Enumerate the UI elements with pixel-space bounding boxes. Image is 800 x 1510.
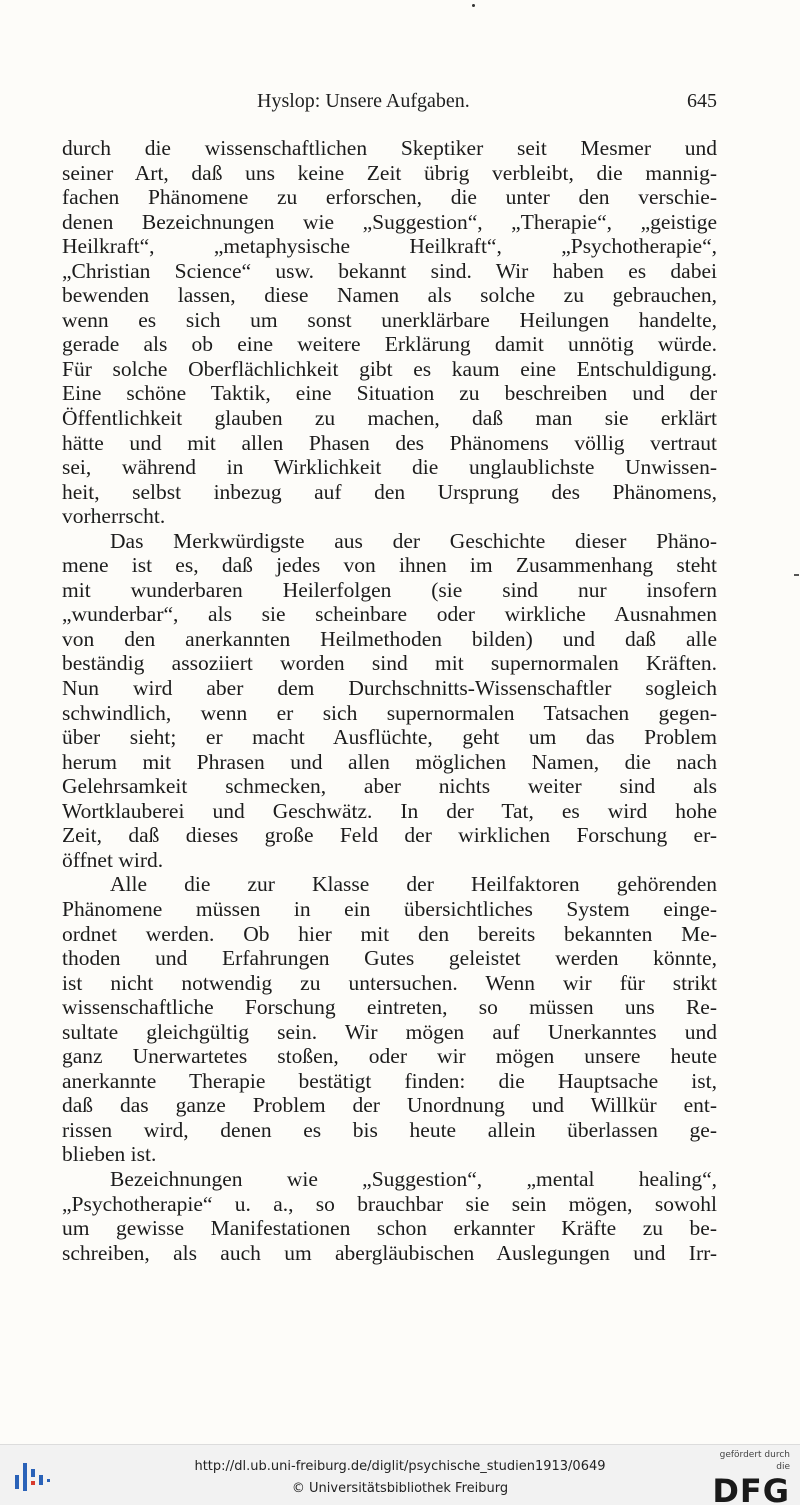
text-line: ordnet werden. Ob hier mit den bereits bekannten Me- bbox=[62, 921, 717, 946]
text-line: schwindlich, wenn er sich supernormalen Tatsachen gegen- bbox=[62, 700, 717, 725]
text-line: um gewisse Manifestationen schon erkannter Kräfte zu be- bbox=[62, 1216, 717, 1241]
text-line: Für solche Oberflächlichkeit gibt es kaum eine Entschuldigung. bbox=[62, 356, 717, 381]
text-line: ist nicht notwendig zu untersuchen. Wenn wir für strikt bbox=[62, 970, 717, 995]
copyright-notice: © Universitätsbibliothek Freiburg bbox=[291, 1481, 509, 1496]
text-line: heit, selbst inbezug auf den Ursprung des Phänomens, bbox=[62, 479, 717, 504]
text-line: Gelehrsamkeit schmecken, aber nichts weiter sind als bbox=[62, 774, 717, 799]
paragraph-last-line: öffnet wird. bbox=[62, 847, 164, 872]
text-line: gerade als ob eine weitere Erklärung damit unnötig würde. bbox=[62, 332, 717, 357]
viewer-footer bbox=[0, 1444, 800, 1510]
text-line: hätte und mit allen Phasen des Phänomens völlig vertraut bbox=[62, 430, 717, 455]
text-line: durch die wissenschaftlichen Skeptiker seit Mesmer und bbox=[62, 136, 717, 160]
running-head-title: Hyslop: Unsere Aufgaben. bbox=[257, 90, 470, 112]
text-line: „Christian Science“ usw. bekannt sind. Wir haben es dabei bbox=[62, 258, 717, 283]
text-line: denen Bezeichnungen wie „Suggestion“, „Therapie“, „geistige bbox=[62, 209, 717, 234]
text-line: sei, während in Wirklichkeit die unglaublichste Unwissen- bbox=[62, 455, 717, 480]
text-line: herum mit Phrasen und allen möglichen Namen, die nach bbox=[62, 749, 717, 774]
text-line: über sieht; er macht Ausflüchte, geht um das Problem bbox=[62, 725, 717, 750]
text-line: fachen Phänomene zu erforschen, die unter den verschie- bbox=[62, 185, 717, 210]
text-line: mene ist es, daß jedes von ihnen im Zusammenhang steht bbox=[62, 553, 717, 578]
paragraph-first-line: Bezeichnungen wie „Suggestion“, „mental healing“, bbox=[110, 1166, 717, 1191]
text-line: mit wunderbaren Heilerfolgen (sie sind nur insofern bbox=[62, 577, 717, 602]
dfg-logo bbox=[704, 1449, 790, 1510]
text-line: Heilkraft“, „metaphysische Heilkraft“, „Psychotherapie“, bbox=[62, 234, 717, 259]
text-line: schreiben, als auch um abergläubischen Auslegungen und Irr- bbox=[62, 1240, 717, 1265]
text-line: anerkannte Therapie bestätigt finden: die Hauptsache ist, bbox=[62, 1068, 717, 1093]
text-line: thoden und Erfahrungen Gutes geleistet werden könnte, bbox=[62, 946, 717, 971]
text-line: Nun wird aber dem Durchschnitts-Wissenschaftler sogleich bbox=[62, 676, 717, 701]
text-line: ganz Unerwartetes stoßen, oder wir mögen unsere heute bbox=[62, 1044, 717, 1069]
text-line: wissenschaftliche Forschung eintreten, so müssen uns Re- bbox=[62, 995, 717, 1020]
body-text bbox=[62, 136, 717, 1265]
text-line: „Psychotherapie“ u. a., so brauchbar sie sein mögen, sowohl bbox=[62, 1191, 717, 1216]
text-line: Phänomene müssen in ein übersichtliches System einge- bbox=[62, 896, 717, 921]
running-head bbox=[62, 90, 717, 118]
text-line: seiner Art, daß uns keine Zeit übrig verbleibt, die mannig- bbox=[62, 160, 717, 185]
scan-speck bbox=[472, 4, 475, 7]
paragraph-last-line: vorherrscht. bbox=[62, 504, 166, 529]
text-line: Wortklauberei und Geschwätz. In der Tat, es wird hohe bbox=[62, 798, 717, 823]
paragraph-first-line: Alle die zur Klasse der Heilfaktoren gehörenden bbox=[110, 872, 717, 897]
text-line: sultate gleichgültig sein. Wir mögen auf Unerkanntes und bbox=[62, 1019, 717, 1044]
margin-mark bbox=[794, 574, 799, 576]
text-line: wenn es sich um sonst unerklärbare Heilungen handelte, bbox=[62, 307, 717, 332]
permalink-url[interactable]: http://dl.ub.uni-freiburg.de/diglit/psychische_studien1913/0649 bbox=[194, 1459, 606, 1474]
text-line: Öffentlichkeit glauben zu machen, daß man sie erklärt bbox=[62, 406, 717, 431]
paragraph-last-line: blieben ist. bbox=[62, 1142, 157, 1167]
paragraph-first-line: Das Merkwürdigste aus der Geschichte dieser Phäno- bbox=[110, 528, 717, 553]
text-line: „wunderbar“, als sie scheinbare oder wirkliche Ausnahmen bbox=[62, 602, 717, 627]
sponsor-caption: gefördert durch die bbox=[719, 1450, 790, 1472]
text-line: rissen wird, denen es bis heute allein überlassen ge- bbox=[62, 1117, 717, 1142]
text-line: von den anerkannten Heilmethoden bilden) und daß alle bbox=[62, 626, 717, 651]
dfg-wordmark: DFG bbox=[712, 1472, 790, 1510]
text-line: bewenden lassen, diese Namen als solche zu gebrauchen, bbox=[62, 283, 717, 308]
text-line: daß das ganze Problem der Unordnung und Willkür ent- bbox=[62, 1093, 717, 1118]
text-line: beständig assoziiert worden sind mit supernormalen Kräften. bbox=[62, 651, 717, 676]
page-number: 645 bbox=[687, 90, 717, 112]
text-line: Eine schöne Taktik, eine Situation zu beschreiben und der bbox=[62, 381, 717, 406]
text-line: Zeit, daß dieses große Feld der wirklichen Forschung er- bbox=[62, 823, 717, 848]
